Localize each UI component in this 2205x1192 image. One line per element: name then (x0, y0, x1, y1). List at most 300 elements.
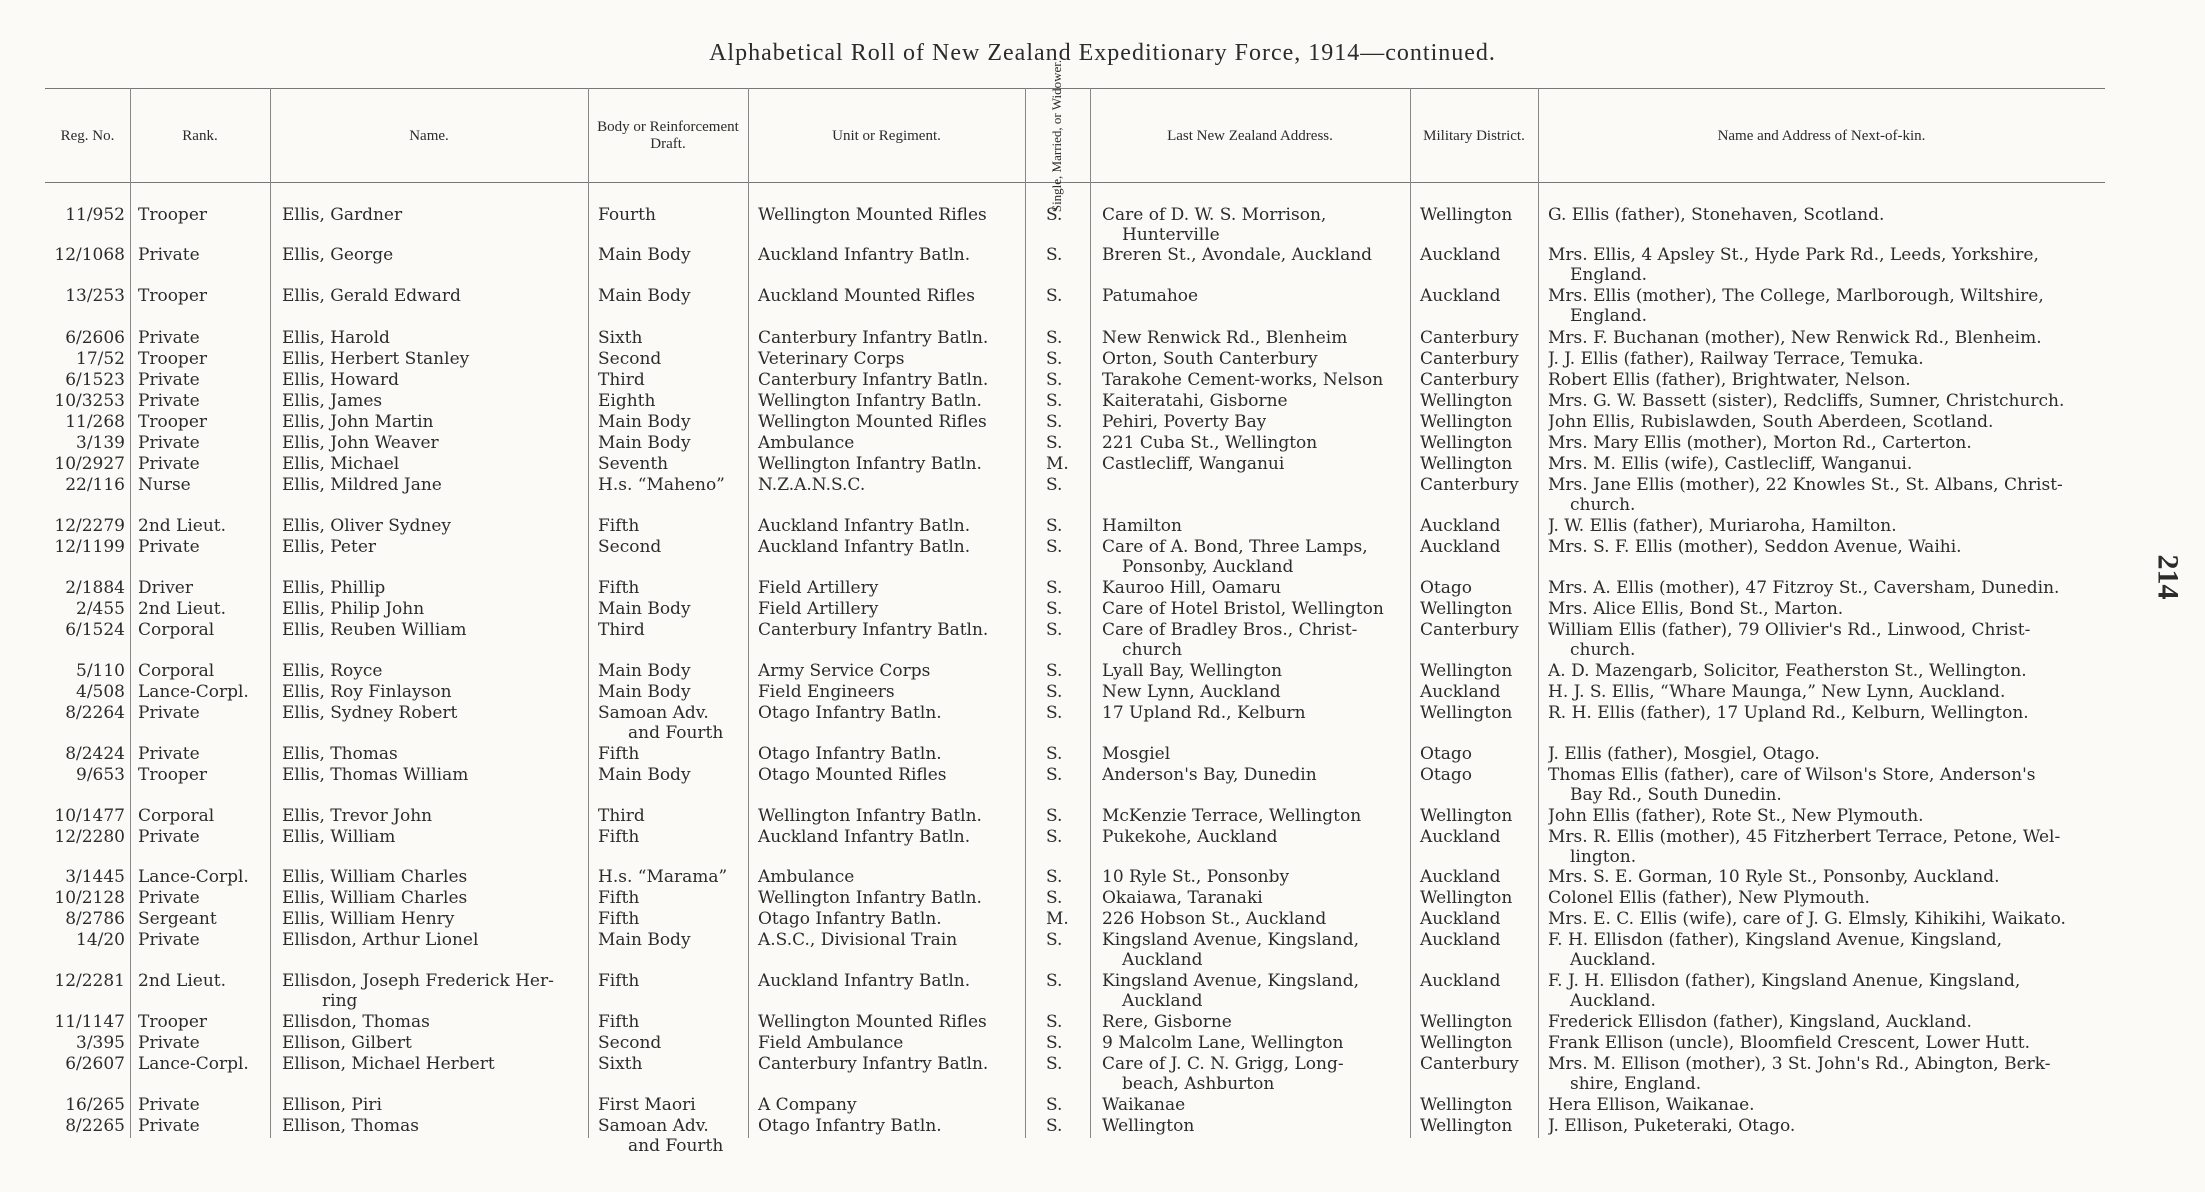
unit-cell: Auckland Infantry Batln. (758, 537, 971, 557)
address-cell: 17 Upland Rd., Kelburn (1102, 703, 1306, 723)
reg-no-cell: 22/116 (65, 475, 125, 495)
kin-cell: Mrs. M. Ellison (mother), 3 St. John's Rd., Abington, Berk- (1548, 1054, 2051, 1074)
kin-cell: Mrs. M. Ellis (wife), Castlecliff, Wanganui. (1548, 454, 1913, 474)
name-cell: Ellis, Trevor John (282, 806, 433, 826)
unit-cell: Otago Mounted Rifles (758, 765, 947, 785)
status-cell: S. (1046, 433, 1063, 453)
unit-cell: Wellington Mounted Rifles (758, 205, 987, 225)
unit-cell: Otago Infantry Batln. (758, 1116, 942, 1136)
reg-no-cell: 2/455 (76, 599, 125, 619)
unit-cell: Wellington Mounted Rifles (758, 1012, 987, 1032)
draft-cell: Fifth (598, 888, 640, 908)
draft-cell: Main Body (598, 599, 691, 619)
unit-cell: Otago Infantry Batln. (758, 909, 942, 929)
name-cell: Ellis, Roy Finlayson (282, 682, 452, 702)
name-cell: Ellisdon, Arthur Lionel (282, 930, 479, 950)
kin-cell: John Ellis (father), Rote St., New Plymouth. (1548, 806, 1924, 826)
draft-cell: Sixth (598, 328, 643, 348)
unit-cell: Canterbury Infantry Batln. (758, 328, 989, 348)
rank-cell: Private (138, 433, 200, 453)
kin-cell: Thomas Ellis (father), care of Wilson's Store, Anderson's (1548, 765, 2036, 785)
column-divider (748, 88, 749, 1138)
unit-cell: Ambulance (758, 433, 855, 453)
address-cell: Kaiteratahi, Gisborne (1102, 391, 1288, 411)
status-cell: S. (1046, 370, 1063, 390)
reg-no-cell: 8/2264 (65, 703, 125, 723)
name-cell: Ellison, Piri (282, 1095, 382, 1115)
status-cell: M. (1046, 909, 1069, 929)
rank-cell: Private (138, 888, 200, 908)
name-cell: Ellis, William Henry (282, 909, 455, 929)
draft-cell: Seventh (598, 454, 669, 474)
reg-no-cell: 10/1477 (54, 806, 125, 826)
draft-cell: Second (598, 537, 662, 557)
unit-cell: Canterbury Infantry Batln. (758, 620, 989, 640)
reg-no-cell: 11/268 (65, 412, 125, 432)
header-bottom-rule (45, 182, 2105, 183)
draft-cell: Fifth (598, 516, 640, 536)
kin-cell: Mrs. Ellis, 4 Apsley St., Hyde Park Rd., Leeds, Yorkshire, (1548, 245, 2039, 265)
address-cell: Mosgiel (1102, 744, 1171, 764)
address-cell: Okaiawa, Taranaki (1102, 888, 1263, 908)
address-cell-cont: Auckland (1122, 991, 1203, 1011)
draft-cell: Main Body (598, 661, 691, 681)
name-cell: Ellison, Gilbert (282, 1033, 412, 1053)
kin-cell: Mrs. Alice Ellis, Bond St., Marton. (1548, 599, 1844, 619)
kin-cell: Mrs. F. Buchanan (mother), New Renwick Rd., Blenheim. (1548, 328, 2042, 348)
reg-no-cell: 12/2279 (54, 516, 125, 536)
address-cell-cont: Hunterville (1122, 225, 1220, 245)
address-cell: Rere, Gisborne (1102, 1012, 1232, 1032)
address-cell-cont: church (1122, 640, 1183, 660)
district-cell: Auckland (1420, 286, 1501, 306)
reg-no-cell: 6/1523 (65, 370, 125, 390)
district-cell: Canterbury (1420, 620, 1519, 640)
status-cell: M. (1046, 454, 1069, 474)
reg-no-cell: 14/20 (76, 930, 125, 950)
district-cell: Auckland (1420, 930, 1501, 950)
kin-cell-cont: shire, England. (1570, 1074, 1702, 1094)
reg-no-cell: 6/2607 (65, 1054, 125, 1074)
rank-cell: Private (138, 537, 200, 557)
draft-cell: Main Body (598, 245, 691, 265)
unit-cell: A Company (758, 1095, 857, 1115)
status-cell: S. (1046, 867, 1063, 887)
unit-cell: Field Artillery (758, 599, 879, 619)
draft-cell: H.s. “Maheno” (598, 475, 725, 495)
column-divider (1410, 88, 1411, 1138)
status-cell: S. (1046, 516, 1063, 536)
district-cell: Wellington (1420, 454, 1513, 474)
status-cell: S. (1046, 888, 1063, 908)
status-cell: S. (1046, 971, 1063, 991)
reg-no-cell: 4/508 (76, 682, 125, 702)
kin-cell: Mrs. Ellis (mother), The College, Marlborough, Wiltshire, (1548, 286, 2044, 306)
name-cell: Ellis, Gardner (282, 205, 403, 225)
district-cell: Wellington (1420, 661, 1513, 681)
unit-cell: Canterbury Infantry Batln. (758, 1054, 989, 1074)
column-divider (1025, 88, 1026, 1138)
district-cell: Auckland (1420, 516, 1501, 536)
district-cell: Otago (1420, 765, 1473, 785)
rank-cell: Private (138, 245, 200, 265)
status-cell: S. (1046, 391, 1063, 411)
name-cell: Ellis, Reuben William (282, 620, 467, 640)
district-cell: Auckland (1420, 537, 1501, 557)
unit-cell: Otago Infantry Batln. (758, 703, 942, 723)
name-cell: Ellis, Gerald Edward (282, 286, 461, 306)
header-district: Military District. (1423, 127, 1525, 144)
draft-cell: Third (598, 620, 645, 640)
rank-cell: Corporal (138, 806, 215, 826)
reg-no-cell: 8/2265 (65, 1116, 125, 1136)
status-cell: S. (1046, 599, 1063, 619)
rank-cell: Trooper (138, 286, 208, 306)
kin-cell-cont: church. (1570, 495, 1636, 515)
name-cell: Ellis, James (282, 391, 383, 411)
address-cell: Hamilton (1102, 516, 1182, 536)
name-cell: Ellis, Phillip (282, 578, 386, 598)
header-unit: Unit or Regiment. (832, 127, 941, 144)
district-cell: Wellington (1420, 433, 1513, 453)
address-cell: Wellington (1102, 1116, 1195, 1136)
draft-cell: Fifth (598, 909, 640, 929)
draft-cell: H.s. “Marama” (598, 867, 728, 887)
status-cell: S. (1046, 1054, 1063, 1074)
address-cell: Care of A. Bond, Three Lamps, (1102, 537, 1368, 557)
name-cell: Ellis, Thomas William (282, 765, 469, 785)
reg-no-cell: 12/2281 (54, 971, 125, 991)
kin-cell: Mrs. Mary Ellis (mother), Morton Rd., Carterton. (1548, 433, 1972, 453)
draft-cell: Fifth (598, 1012, 640, 1032)
unit-cell: Wellington Infantry Batln. (758, 806, 982, 826)
name-cell: Ellis, Philip John (282, 599, 425, 619)
draft-cell: Sixth (598, 1054, 643, 1074)
district-cell: Wellington (1420, 806, 1513, 826)
status-cell: S. (1046, 205, 1063, 225)
status-cell: S. (1046, 578, 1063, 598)
unit-cell: Auckland Infantry Batln. (758, 971, 971, 991)
kin-cell-cont: England. (1570, 265, 1648, 285)
status-cell: S. (1046, 703, 1063, 723)
reg-no-cell: 10/2927 (54, 454, 125, 474)
address-cell: McKenzie Terrace, Wellington (1102, 806, 1362, 826)
reg-no-cell: 11/1147 (54, 1012, 125, 1032)
district-cell: Otago (1420, 744, 1473, 764)
kin-cell: G. Ellis (father), Stonehaven, Scotland. (1548, 205, 1885, 225)
address-cell: Care of J. C. N. Grigg, Long- (1102, 1054, 1344, 1074)
district-cell: Wellington (1420, 703, 1513, 723)
status-cell: S. (1046, 1095, 1063, 1115)
name-cell: Ellis, Mildred Jane (282, 475, 442, 495)
rank-cell: Private (138, 454, 200, 474)
kin-cell-cont: Bay Rd., South Dunedin. (1570, 785, 1782, 805)
address-cell: Pukekohe, Auckland (1102, 827, 1278, 847)
column-divider (588, 88, 589, 1138)
unit-cell: Wellington Infantry Batln. (758, 391, 982, 411)
status-cell: S. (1046, 537, 1063, 557)
kin-cell: William Ellis (father), 79 Ollivier's Rd., Linwood, Christ- (1548, 620, 2031, 640)
status-cell: S. (1046, 245, 1063, 265)
kin-cell-cont: church. (1570, 640, 1636, 660)
column-divider (130, 88, 131, 1138)
unit-cell: Auckland Infantry Batln. (758, 245, 971, 265)
unit-cell: Auckland Mounted Rifles (758, 286, 975, 306)
address-cell: Orton, South Canterbury (1102, 349, 1318, 369)
reg-no-cell: 6/2606 (65, 328, 125, 348)
status-cell: S. (1046, 930, 1063, 950)
reg-no-cell: 12/1199 (54, 537, 125, 557)
rank-cell: Lance-Corpl. (138, 682, 249, 702)
name-cell: Ellis, William (282, 827, 396, 847)
kin-cell: Mrs. G. W. Bassett (sister), Redcliffs, Sumner, Christchurch. (1548, 391, 2065, 411)
status-cell: S. (1046, 1012, 1063, 1032)
status-cell: S. (1046, 661, 1063, 681)
address-cell: Pehiri, Poverty Bay (1102, 412, 1267, 432)
status-cell: S. (1046, 765, 1063, 785)
name-cell: Ellis, John Weaver (282, 433, 439, 453)
unit-cell: Auckland Infantry Batln. (758, 516, 971, 536)
header-top-rule (45, 88, 2105, 89)
district-cell: Auckland (1420, 827, 1501, 847)
header-status-text: Single, Married, or Widower. (1049, 59, 1065, 213)
draft-cell-cont: and Fourth (628, 723, 724, 743)
district-cell: Wellington (1420, 599, 1513, 619)
name-cell: Ellis, Thomas (282, 744, 398, 764)
unit-cell: Wellington Infantry Batln. (758, 454, 982, 474)
name-cell: Ellis, Sydney Robert (282, 703, 458, 723)
rank-cell: Private (138, 1095, 200, 1115)
page-title: Alphabetical Roll of New Zealand Expeditionary Force, 1914—continued. (709, 40, 1496, 66)
reg-no-cell: 3/139 (76, 433, 125, 453)
header-name: Name. (409, 127, 449, 144)
reg-no-cell: 11/952 (65, 205, 125, 225)
district-cell: Auckland (1420, 909, 1501, 929)
kin-cell: J. Ellis (father), Mosgiel, Otago. (1548, 744, 1820, 764)
kin-cell: Frank Ellison (uncle), Bloomfield Crescent, Lower Hutt. (1548, 1033, 2030, 1053)
header-status (1025, 59, 1090, 213)
header-draft: Body or Reinforcement Draft. (597, 119, 739, 152)
kin-cell: R. H. Ellis (father), 17 Upland Rd., Kelburn, Wellington. (1548, 703, 2029, 723)
rank-cell: Trooper (138, 765, 208, 785)
reg-no-cell: 5/110 (76, 661, 125, 681)
address-cell: Kingsland Avenue, Kingsland, (1102, 930, 1360, 950)
name-cell: Ellis, Howard (282, 370, 400, 390)
address-cell: Patumahoe (1102, 286, 1199, 306)
reg-no-cell: 16/265 (65, 1095, 125, 1115)
status-cell: S. (1046, 328, 1063, 348)
status-cell: S. (1046, 620, 1063, 640)
reg-no-cell: 3/395 (76, 1033, 125, 1053)
rank-cell: Trooper (138, 1012, 208, 1032)
name-cell: Ellis, Peter (282, 537, 377, 557)
rank-cell: 2nd Lieut. (138, 599, 227, 619)
column-divider (1090, 88, 1091, 1138)
kin-cell: Hera Ellison, Waikanae. (1548, 1095, 1755, 1115)
kin-cell: Mrs. E. C. Ellis (wife), care of J. G. Elmsly, Kihikihi, Waikato. (1548, 909, 2066, 929)
address-cell: Anderson's Bay, Dunedin (1102, 765, 1317, 785)
status-cell: S. (1046, 682, 1063, 702)
name-cell: Ellison, Michael Herbert (282, 1054, 495, 1074)
name-cell: Ellis, Oliver Sydney (282, 516, 452, 536)
district-cell: Auckland (1420, 971, 1501, 991)
reg-no-cell: 10/2128 (54, 888, 125, 908)
rank-cell: Private (138, 703, 200, 723)
draft-cell: Third (598, 370, 645, 390)
name-cell: Ellis, William Charles (282, 888, 468, 908)
rank-cell: Private (138, 370, 200, 390)
address-cell: New Lynn, Auckland (1102, 682, 1281, 702)
status-cell: S. (1046, 475, 1063, 495)
status-cell: S. (1046, 827, 1063, 847)
draft-cell: Main Body (598, 765, 691, 785)
address-cell: Care of D. W. S. Morrison, (1102, 205, 1327, 225)
kin-cell: Mrs. S. F. Ellis (mother), Seddon Avenue, Waihi. (1548, 537, 1962, 557)
rank-cell: Nurse (138, 475, 191, 495)
kin-cell: Mrs. Jane Ellis (mother), 22 Knowles St., St. Albans, Christ- (1548, 475, 2063, 495)
unit-cell: Canterbury Infantry Batln. (758, 370, 989, 390)
rank-cell: Driver (138, 578, 193, 598)
kin-cell: Mrs. R. Ellis (mother), 45 Fitzherbert Terrace, Petone, Wel- (1548, 827, 2061, 847)
district-cell: Canterbury (1420, 370, 1519, 390)
reg-no-cell: 6/1524 (65, 620, 125, 640)
address-cell: Kauroo Hill, Oamaru (1102, 578, 1282, 598)
name-cell: Ellis, George (282, 245, 394, 265)
address-cell-cont: beach, Ashburton (1122, 1074, 1275, 1094)
name-cell-cont: ring (322, 991, 358, 1011)
address-cell-cont: Auckland (1122, 950, 1203, 970)
unit-cell: Ambulance (758, 867, 855, 887)
unit-cell: N.Z.A.N.S.C. (758, 475, 866, 495)
unit-cell: Auckland Infantry Batln. (758, 827, 971, 847)
status-cell: S. (1046, 744, 1063, 764)
draft-cell: First Maori (598, 1095, 696, 1115)
status-cell: S. (1046, 349, 1063, 369)
kin-cell: Colonel Ellis (father), New Plymouth. (1548, 888, 1870, 908)
rank-cell: Private (138, 391, 200, 411)
rank-cell: Lance-Corpl. (138, 867, 249, 887)
draft-cell: Main Body (598, 286, 691, 306)
status-cell: S. (1046, 1116, 1063, 1136)
district-cell: Canterbury (1420, 328, 1519, 348)
draft-cell: Fifth (598, 578, 640, 598)
reg-no-cell: 3/1445 (65, 867, 125, 887)
district-cell: Auckland (1420, 245, 1501, 265)
draft-cell: Main Body (598, 682, 691, 702)
kin-cell: H. J. S. Ellis, “Whare Maunga,” New Lynn, Auckland. (1548, 682, 2006, 702)
address-cell: Castlecliff, Wanganui (1102, 454, 1285, 474)
reg-no-cell: 17/52 (76, 349, 125, 369)
status-cell: S. (1046, 1033, 1063, 1053)
address-cell: Tarakohe Cement-works, Nelson (1102, 370, 1384, 390)
kin-cell: A. D. Mazengarb, Solicitor, Featherston St., Wellington. (1548, 661, 2027, 681)
draft-cell: Main Body (598, 930, 691, 950)
rank-cell: Private (138, 744, 200, 764)
rank-cell: Private (138, 1033, 200, 1053)
unit-cell: Wellington Infantry Batln. (758, 888, 982, 908)
district-cell: Otago (1420, 578, 1473, 598)
name-cell: Ellis, William Charles (282, 867, 468, 887)
district-cell: Auckland (1420, 867, 1501, 887)
kin-cell: Robert Ellis (father), Brightwater, Nelson. (1548, 370, 1911, 390)
address-cell: Waikanae (1102, 1095, 1186, 1115)
status-cell: S. (1046, 286, 1063, 306)
district-cell: Wellington (1420, 1012, 1513, 1032)
draft-cell: Fifth (598, 971, 640, 991)
name-cell: Ellis, Harold (282, 328, 390, 348)
name-cell: Ellisdon, Thomas (282, 1012, 430, 1032)
draft-cell: Second (598, 1033, 662, 1053)
rank-cell: Lance-Corpl. (138, 1054, 249, 1074)
district-cell: Canterbury (1420, 1054, 1519, 1074)
header-reg: Reg. No. (60, 127, 115, 144)
kin-cell-cont: Auckland. (1570, 950, 1656, 970)
address-cell-cont: Ponsonby, Auckland (1122, 557, 1294, 577)
district-cell: Wellington (1420, 412, 1513, 432)
unit-cell: Army Service Corps (758, 661, 931, 681)
address-cell: Lyall Bay, Wellington (1102, 661, 1283, 681)
district-cell: Canterbury (1420, 475, 1519, 495)
rank-cell: Private (138, 930, 200, 950)
address-cell: Care of Hotel Bristol, Wellington (1102, 599, 1384, 619)
draft-cell: Samoan Adv. (598, 703, 709, 723)
column-divider (270, 88, 271, 1138)
rank-cell: Sergeant (138, 909, 217, 929)
kin-cell: John Ellis, Rubislawden, South Aberdeen, Scotland. (1548, 412, 1994, 432)
name-cell: Ellis, John Martin (282, 412, 434, 432)
unit-cell: A.S.C., Divisional Train (758, 930, 958, 950)
district-cell: Wellington (1420, 391, 1513, 411)
rank-cell: Trooper (138, 205, 208, 225)
reg-no-cell: 13/253 (65, 286, 125, 306)
kin-cell: Mrs. A. Ellis (mother), 47 Fitzroy St., Caversham, Dunedin. (1548, 578, 2060, 598)
name-cell: Ellis, Herbert Stanley (282, 349, 470, 369)
unit-cell: Wellington Mounted Rifles (758, 412, 987, 432)
reg-no-cell: 9/653 (76, 765, 125, 785)
name-cell: Ellisdon, Joseph Frederick Her- (282, 971, 554, 991)
page-number: 214 (2151, 554, 2185, 600)
unit-cell: Field Engineers (758, 682, 895, 702)
district-cell: Wellington (1420, 1095, 1513, 1115)
status-cell: S. (1046, 806, 1063, 826)
reg-no-cell: 10/3253 (54, 391, 125, 411)
address-cell: 9 Malcolm Lane, Wellington (1102, 1033, 1344, 1053)
name-cell: Ellis, Royce (282, 661, 383, 681)
draft-cell: Fifth (598, 827, 640, 847)
reg-no-cell: 8/2424 (65, 744, 125, 764)
unit-cell: Veterinary Corps (758, 349, 905, 369)
column-divider (1538, 88, 1539, 1138)
draft-cell-cont: and Fourth (628, 1136, 724, 1156)
draft-cell: Third (598, 806, 645, 826)
unit-cell: Field Artillery (758, 578, 879, 598)
rank-cell: Private (138, 1116, 200, 1136)
kin-cell-cont: Auckland. (1570, 991, 1656, 1011)
district-cell: Wellington (1420, 1116, 1513, 1136)
draft-cell: Second (598, 349, 662, 369)
rank-cell: Private (138, 328, 200, 348)
status-cell: S. (1046, 412, 1063, 432)
unit-cell: Field Ambulance (758, 1033, 904, 1053)
kin-cell: F. J. H. Ellisdon (father), Kingsland Anenue, Kingsland, (1548, 971, 2021, 991)
district-cell: Canterbury (1420, 349, 1519, 369)
rank-cell: 2nd Lieut. (138, 971, 227, 991)
draft-cell: Fourth (598, 205, 656, 225)
kin-cell: Mrs. S. E. Gorman, 10 Ryle St., Ponsonby, Auckland. (1548, 867, 2000, 887)
address-cell: 10 Ryle St., Ponsonby (1102, 867, 1290, 887)
district-cell: Wellington (1420, 205, 1513, 225)
draft-cell: Eighth (598, 391, 656, 411)
